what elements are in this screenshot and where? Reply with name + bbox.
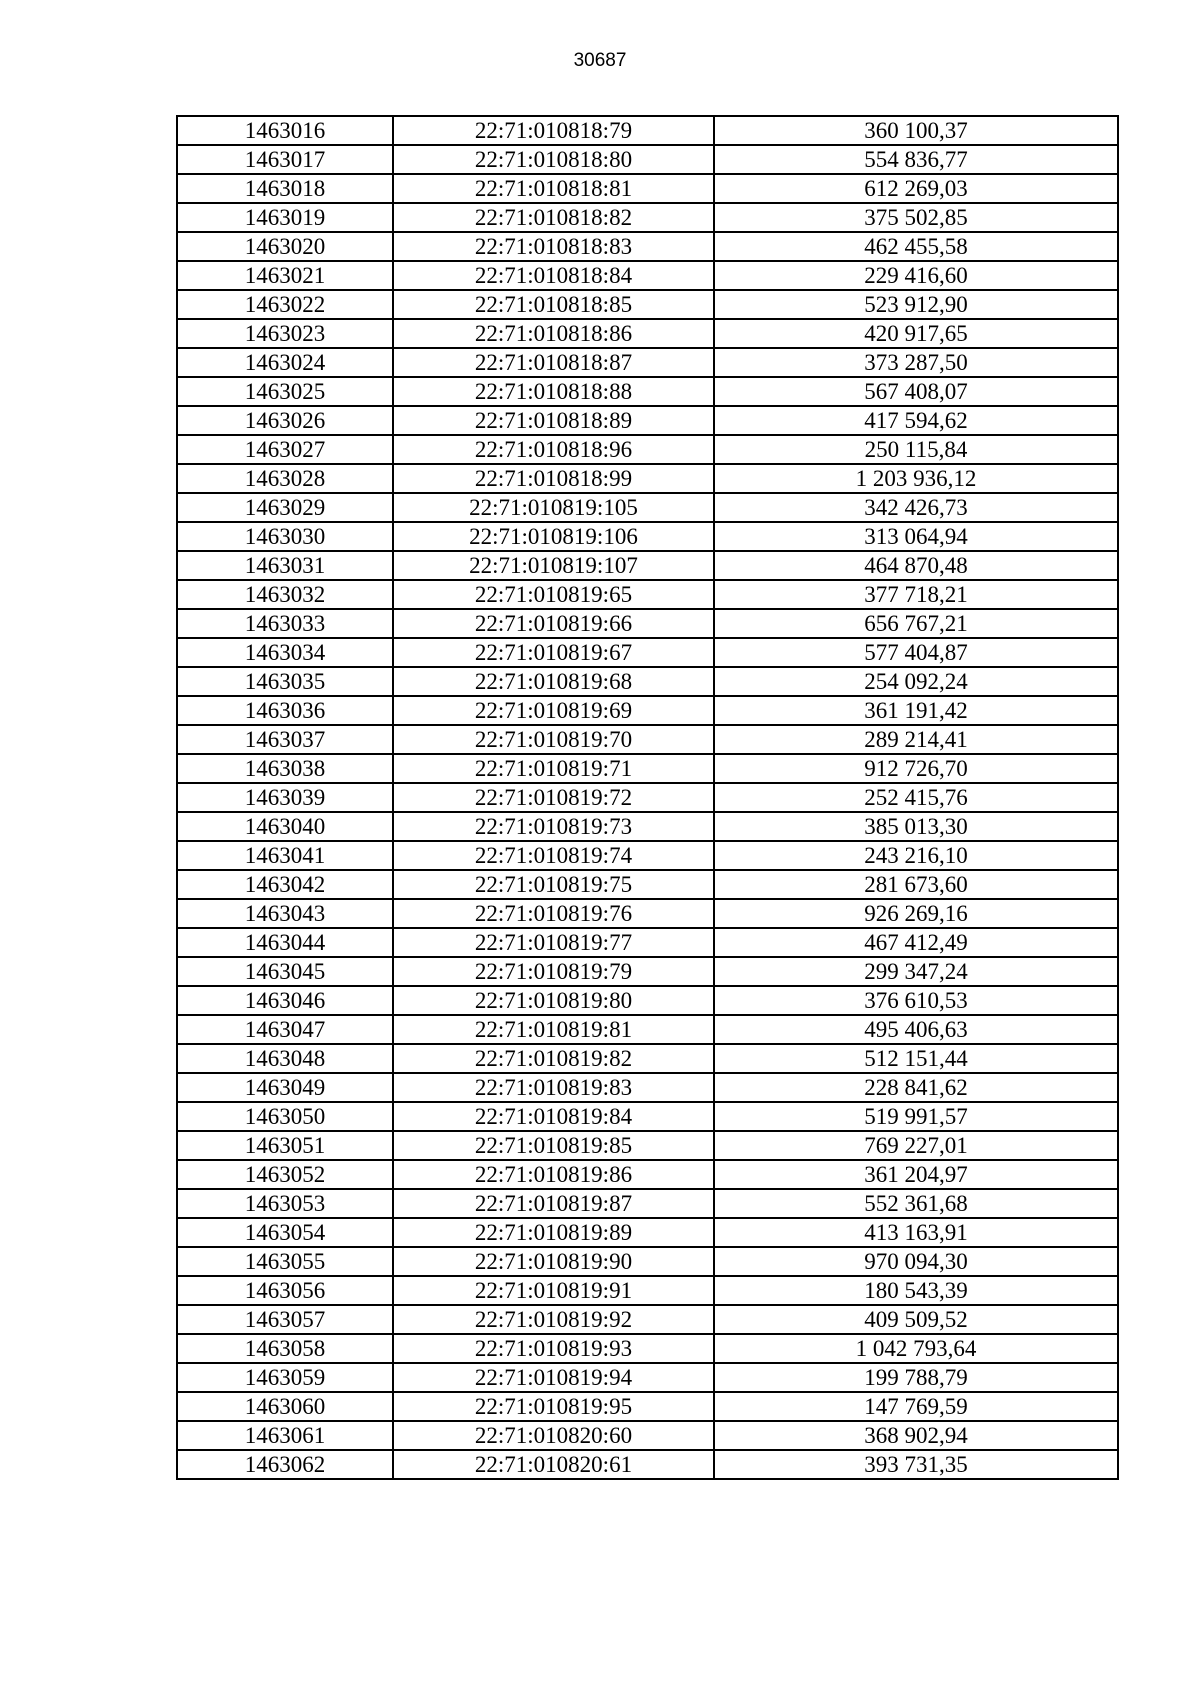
- table-row: [177, 174, 1118, 203]
- cadastral-number-cell: 22:71:010819:75: [393, 870, 714, 899]
- value-cell: 252 415,76: [714, 783, 1118, 812]
- value-cell: 373 287,50: [714, 348, 1118, 377]
- row-id-cell: 1463025: [177, 377, 393, 406]
- table-row: [177, 406, 1118, 435]
- cadastral-number-cell: 22:71:010819:82: [393, 1044, 714, 1073]
- table-row: [177, 609, 1118, 638]
- row-id-cell: 1463056: [177, 1276, 393, 1305]
- value-cell: 243 216,10: [714, 841, 1118, 870]
- cadastral-number-cell: 22:71:010819:81: [393, 1015, 714, 1044]
- cadastral-number-cell: 22:71:010819:92: [393, 1305, 714, 1334]
- value-cell: 360 100,37: [714, 116, 1118, 145]
- value-cell: 199 788,79: [714, 1363, 1118, 1392]
- cadastral-number-cell: 22:71:010818:81: [393, 174, 714, 203]
- row-id-cell: 1463043: [177, 899, 393, 928]
- cadastral-number-cell: 22:71:010819:86: [393, 1160, 714, 1189]
- cadastral-number-cell: 22:71:010818:85: [393, 290, 714, 319]
- table-row: [177, 232, 1118, 261]
- value-cell: 229 416,60: [714, 261, 1118, 290]
- value-cell: 413 163,91: [714, 1218, 1118, 1247]
- table-row: [177, 1392, 1118, 1421]
- value-cell: 180 543,39: [714, 1276, 1118, 1305]
- row-id-cell: 1463030: [177, 522, 393, 551]
- table-row: [177, 899, 1118, 928]
- table-row: [177, 145, 1118, 174]
- page-number: 30687: [573, 50, 627, 71]
- cadastral-number-cell: 22:71:010819:70: [393, 725, 714, 754]
- row-id-cell: 1463036: [177, 696, 393, 725]
- row-id-cell: 1463048: [177, 1044, 393, 1073]
- value-cell: 519 991,57: [714, 1102, 1118, 1131]
- table-row: [177, 841, 1118, 870]
- cadastral-number-cell: 22:71:010819:72: [393, 783, 714, 812]
- value-cell: 912 726,70: [714, 754, 1118, 783]
- table-row: [177, 1334, 1118, 1363]
- cadastral-number-cell: 22:71:010818:80: [393, 145, 714, 174]
- value-cell: 361 204,97: [714, 1160, 1118, 1189]
- table-row: [177, 1015, 1118, 1044]
- cadastral-number-cell: 22:71:010818:86: [393, 319, 714, 348]
- table-row: [177, 203, 1118, 232]
- row-id-cell: 1463031: [177, 551, 393, 580]
- table-row: [177, 1073, 1118, 1102]
- value-cell: 385 013,30: [714, 812, 1118, 841]
- cadastral-number-cell: 22:71:010818:89: [393, 406, 714, 435]
- row-id-cell: 1463047: [177, 1015, 393, 1044]
- row-id-cell: 1463040: [177, 812, 393, 841]
- cadastral-number-cell: 22:71:010819:73: [393, 812, 714, 841]
- cadastral-number-cell: 22:71:010819:95: [393, 1392, 714, 1421]
- cadastral-number-cell: 22:71:010819:69: [393, 696, 714, 725]
- value-cell: 313 064,94: [714, 522, 1118, 551]
- row-id-cell: 1463058: [177, 1334, 393, 1363]
- value-cell: 464 870,48: [714, 551, 1118, 580]
- cadastral-number-cell: 22:71:010819:80: [393, 986, 714, 1015]
- table-row: [177, 725, 1118, 754]
- row-id-cell: 1463059: [177, 1363, 393, 1392]
- row-id-cell: 1463019: [177, 203, 393, 232]
- value-cell: 376 610,53: [714, 986, 1118, 1015]
- table-row: [177, 261, 1118, 290]
- cadastral-number-cell: 22:71:010818:87: [393, 348, 714, 377]
- table-row: [177, 435, 1118, 464]
- row-id-cell: 1463034: [177, 638, 393, 667]
- data-table: [176, 115, 1119, 1480]
- row-id-cell: 1463016: [177, 116, 393, 145]
- row-id-cell: 1463032: [177, 580, 393, 609]
- cadastral-number-cell: 22:71:010819:93: [393, 1334, 714, 1363]
- table-row: [177, 928, 1118, 957]
- table-row: [177, 812, 1118, 841]
- table-row: [177, 870, 1118, 899]
- row-id-cell: 1463042: [177, 870, 393, 899]
- row-id-cell: 1463053: [177, 1189, 393, 1218]
- table-row: [177, 1276, 1118, 1305]
- table-row: [177, 348, 1118, 377]
- cadastral-number-cell: 22:71:010819:76: [393, 899, 714, 928]
- cadastral-number-cell: 22:71:010819:84: [393, 1102, 714, 1131]
- row-id-cell: 1463052: [177, 1160, 393, 1189]
- table-row: [177, 290, 1118, 319]
- value-cell: 377 718,21: [714, 580, 1118, 609]
- value-cell: 299 347,24: [714, 957, 1118, 986]
- table-row: [177, 1421, 1118, 1450]
- row-id-cell: 1463051: [177, 1131, 393, 1160]
- row-id-cell: 1463039: [177, 783, 393, 812]
- row-id-cell: 1463037: [177, 725, 393, 754]
- table-row: [177, 1160, 1118, 1189]
- row-id-cell: 1463021: [177, 261, 393, 290]
- table-row: [177, 580, 1118, 609]
- value-cell: 512 151,44: [714, 1044, 1118, 1073]
- value-cell: 342 426,73: [714, 493, 1118, 522]
- table-row: [177, 754, 1118, 783]
- table-row: [177, 1131, 1118, 1160]
- row-id-cell: 1463038: [177, 754, 393, 783]
- table-row: [177, 551, 1118, 580]
- row-id-cell: 1463027: [177, 435, 393, 464]
- value-cell: 420 917,65: [714, 319, 1118, 348]
- row-id-cell: 1463017: [177, 145, 393, 174]
- cadastral-number-cell: 22:71:010818:96: [393, 435, 714, 464]
- table-row: [177, 1102, 1118, 1131]
- table-row: [177, 1305, 1118, 1334]
- table-row: [177, 319, 1118, 348]
- table-row: [177, 1363, 1118, 1392]
- value-cell: 393 731,35: [714, 1450, 1118, 1479]
- row-id-cell: 1463033: [177, 609, 393, 638]
- cadastral-number-cell: 22:71:010819:105: [393, 493, 714, 522]
- cadastral-number-cell: 22:71:010819:83: [393, 1073, 714, 1102]
- cadastral-number-cell: 22:71:010819:90: [393, 1247, 714, 1276]
- cadastral-number-cell: 22:71:010818:83: [393, 232, 714, 261]
- value-cell: 552 361,68: [714, 1189, 1118, 1218]
- row-id-cell: 1463045: [177, 957, 393, 986]
- table-row: [177, 986, 1118, 1015]
- value-cell: 289 214,41: [714, 725, 1118, 754]
- row-id-cell: 1463061: [177, 1421, 393, 1450]
- value-cell: 228 841,62: [714, 1073, 1118, 1102]
- value-cell: 567 408,07: [714, 377, 1118, 406]
- row-id-cell: 1463049: [177, 1073, 393, 1102]
- value-cell: 375 502,85: [714, 203, 1118, 232]
- table-row: [177, 783, 1118, 812]
- value-cell: 147 769,59: [714, 1392, 1118, 1421]
- cadastral-number-cell: 22:71:010818:88: [393, 377, 714, 406]
- table-row: [177, 464, 1118, 493]
- row-id-cell: 1463054: [177, 1218, 393, 1247]
- row-id-cell: 1463026: [177, 406, 393, 435]
- value-cell: 495 406,63: [714, 1015, 1118, 1044]
- cadastral-number-cell: 22:71:010819:67: [393, 638, 714, 667]
- cadastral-number-cell: 22:71:010818:82: [393, 203, 714, 232]
- row-id-cell: 1463057: [177, 1305, 393, 1334]
- table-row: [177, 1450, 1118, 1479]
- value-cell: 926 269,16: [714, 899, 1118, 928]
- value-cell: 361 191,42: [714, 696, 1118, 725]
- row-id-cell: 1463046: [177, 986, 393, 1015]
- table-row: [177, 493, 1118, 522]
- row-id-cell: 1463035: [177, 667, 393, 696]
- value-cell: 281 673,60: [714, 870, 1118, 899]
- cadastral-number-cell: 22:71:010819:87: [393, 1189, 714, 1218]
- table-row: [177, 1247, 1118, 1276]
- table-row: [177, 957, 1118, 986]
- value-cell: 769 227,01: [714, 1131, 1118, 1160]
- cadastral-number-cell: 22:71:010819:68: [393, 667, 714, 696]
- cadastral-number-cell: 22:71:010818:79: [393, 116, 714, 145]
- value-cell: 254 092,24: [714, 667, 1118, 696]
- value-cell: 250 115,84: [714, 435, 1118, 464]
- table-row: [177, 696, 1118, 725]
- row-id-cell: 1463018: [177, 174, 393, 203]
- table-row: [177, 638, 1118, 667]
- value-cell: 409 509,52: [714, 1305, 1118, 1334]
- row-id-cell: 1463060: [177, 1392, 393, 1421]
- row-id-cell: 1463041: [177, 841, 393, 870]
- value-cell: 1 203 936,12: [714, 464, 1118, 493]
- cadastral-number-cell: 22:71:010818:84: [393, 261, 714, 290]
- cadastral-number-cell: 22:71:010819:77: [393, 928, 714, 957]
- cadastral-number-cell: 22:71:010819:106: [393, 522, 714, 551]
- table-row: [177, 1218, 1118, 1247]
- cadastral-number-cell: 22:71:010819:91: [393, 1276, 714, 1305]
- cadastral-number-cell: 22:71:010819:66: [393, 609, 714, 638]
- table-row: [177, 377, 1118, 406]
- value-cell: 417 594,62: [714, 406, 1118, 435]
- value-cell: 612 269,03: [714, 174, 1118, 203]
- cadastral-number-cell: 22:71:010820:61: [393, 1450, 714, 1479]
- row-id-cell: 1463050: [177, 1102, 393, 1131]
- value-cell: 368 902,94: [714, 1421, 1118, 1450]
- table-row: [177, 522, 1118, 551]
- row-id-cell: 1463022: [177, 290, 393, 319]
- cadastral-number-cell: 22:71:010818:99: [393, 464, 714, 493]
- cadastral-number-cell: 22:71:010819:85: [393, 1131, 714, 1160]
- cadastral-number-cell: 22:71:010819:94: [393, 1363, 714, 1392]
- cadastral-number-cell: 22:71:010819:107: [393, 551, 714, 580]
- cadastral-number-cell: 22:71:010819:65: [393, 580, 714, 609]
- row-id-cell: 1463024: [177, 348, 393, 377]
- value-cell: 577 404,87: [714, 638, 1118, 667]
- table-row: [177, 116, 1118, 145]
- cadastral-number-cell: 22:71:010819:79: [393, 957, 714, 986]
- value-cell: 462 455,58: [714, 232, 1118, 261]
- row-id-cell: 1463044: [177, 928, 393, 957]
- value-cell: 656 767,21: [714, 609, 1118, 638]
- row-id-cell: 1463028: [177, 464, 393, 493]
- table-row: [177, 1044, 1118, 1073]
- value-cell: 970 094,30: [714, 1247, 1118, 1276]
- row-id-cell: 1463055: [177, 1247, 393, 1276]
- row-id-cell: 1463020: [177, 232, 393, 261]
- cadastral-number-cell: 22:71:010820:60: [393, 1421, 714, 1450]
- cadastral-number-cell: 22:71:010819:89: [393, 1218, 714, 1247]
- value-cell: 554 836,77: [714, 145, 1118, 174]
- value-cell: 467 412,49: [714, 928, 1118, 957]
- value-cell: 1 042 793,64: [714, 1334, 1118, 1363]
- cadastral-number-cell: 22:71:010819:71: [393, 754, 714, 783]
- table-row: [177, 667, 1118, 696]
- table-row: [177, 1189, 1118, 1218]
- cadastral-number-cell: 22:71:010819:74: [393, 841, 714, 870]
- row-id-cell: 1463062: [177, 1450, 393, 1479]
- row-id-cell: 1463023: [177, 319, 393, 348]
- table-body: [177, 116, 1118, 1479]
- row-id-cell: 1463029: [177, 493, 393, 522]
- value-cell: 523 912,90: [714, 290, 1118, 319]
